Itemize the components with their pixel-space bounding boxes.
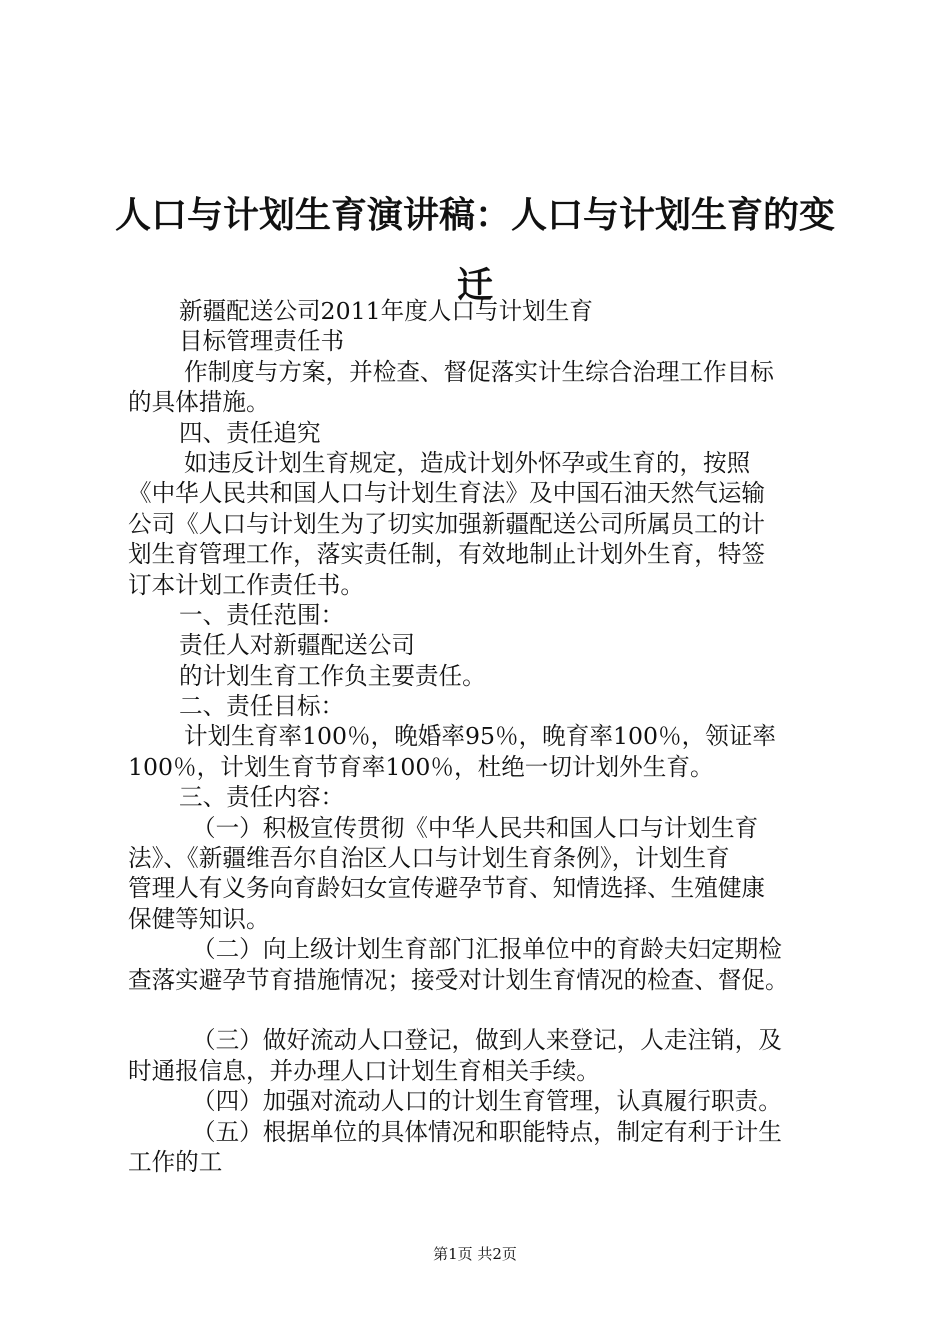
paragraph-line: 目标管理责任书 xyxy=(179,327,345,356)
paragraph-line: 划生育管理工作，落实责任制，有效地制止计划外生育，特签 xyxy=(128,540,766,569)
page-footer: 第1页 共2页 xyxy=(433,1245,517,1263)
paragraph-line: 法》、《新疆维吾尔自治区人口与计划生育条例》，计划生育 xyxy=(128,844,730,873)
section-heading: 四、责任追究 xyxy=(179,418,321,447)
paragraph-line: 如违反计划生育规定，造成计划外怀孕或生育的，按照 xyxy=(184,448,751,477)
paragraph-line: 保健等知识。 xyxy=(128,904,270,933)
paragraph-line: 《中华人民共和国人口与计划生育法》及中国石油天然气运输 xyxy=(128,479,766,508)
section-heading: 二、责任目标： xyxy=(179,692,345,721)
paragraph-line: 的计划生育工作负主要责任。 xyxy=(179,661,486,690)
paragraph-line: 时通报信息，并办理人口计划生育相关手续。 xyxy=(128,1056,600,1085)
paragraph-line: 公司《人口与计划生为了切实加强新疆配送公司所属员工的计 xyxy=(128,509,766,538)
paragraph-line: （二）向上级计划生育部门汇报单位中的育龄夫妇定期检 xyxy=(192,935,782,964)
paragraph-line: 的具体措施。 xyxy=(128,388,270,417)
paragraph-line: 责任人对新疆配送公司 xyxy=(179,631,415,660)
paragraph-line: 100％，计划生育节育率100％，杜绝一切计划外生育。 xyxy=(128,752,714,781)
paragraph-line: 管理人有义务向育龄妇女宣传避孕节育、知情选择、生殖健康 xyxy=(128,874,766,903)
paragraph-line: （一）积极宣传贯彻《中华人民共和国人口与计划生育 xyxy=(192,813,759,842)
document-body xyxy=(128,296,830,1177)
blank-line xyxy=(128,995,830,1025)
title-line-1: 人口与计划生育演讲稿：人口与计划生育的变 xyxy=(114,194,835,236)
paragraph-line: 计划生育率100％，晚婚率95％，晚育率100％，领证率 xyxy=(184,722,776,751)
paragraph-line: 新疆配送公司2011年度人口与计划生育 xyxy=(179,297,593,325)
paragraph-line: （三）做好流动人口登记，做到人来登记，人走注销，及 xyxy=(192,1026,782,1055)
paragraph-line: （四）加强对流动人口的计划生育管理，认真履行职责。 xyxy=(192,1087,782,1116)
paragraph-line: （五）根据单位的具体情况和职能特点，制定有利于计生 xyxy=(192,1117,782,1146)
title-line-2: 迁 xyxy=(456,264,493,306)
paragraph-line: 作制度与方案，并检查、督促落实计生综合治理工作目标 xyxy=(184,357,774,386)
paragraph-line: 工作的工 xyxy=(128,1147,223,1176)
paragraph-line: 查落实避孕节育措施情况；接受对计划生育情况的检查、督促。 xyxy=(128,965,789,994)
section-heading: 三、责任内容： xyxy=(179,783,345,812)
paragraph-line: 订本计划工作责任书。 xyxy=(128,570,364,599)
section-heading: 一、责任范围： xyxy=(179,600,345,629)
